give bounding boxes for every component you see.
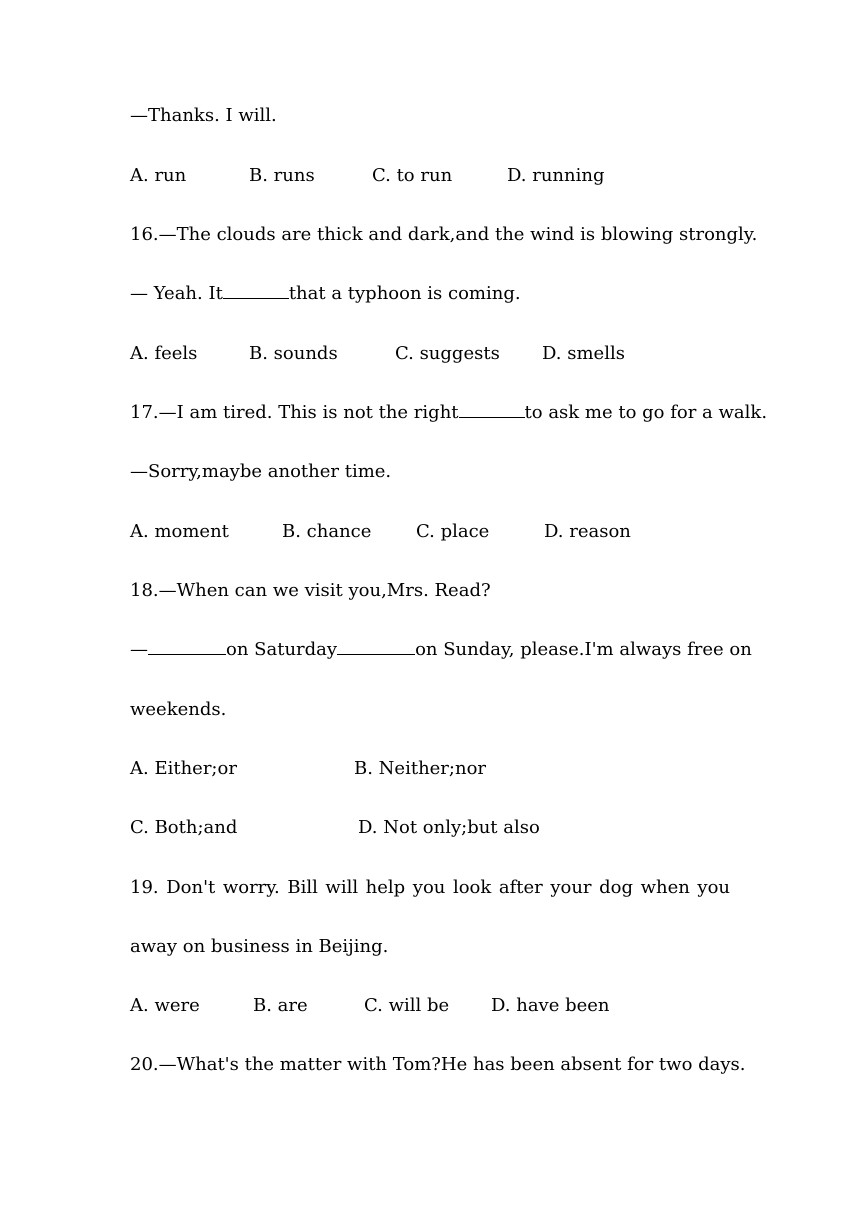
option-c: C. place: [416, 521, 490, 542]
question-17-reply: —Sorry,maybe another time.: [130, 461, 392, 482]
option-c: C. suggests: [395, 343, 500, 364]
options-q16: [130, 342, 730, 366]
option-a: A. feels: [130, 343, 198, 364]
question-suffix: to ask me to go for a walk.: [524, 402, 768, 423]
option-b: B. runs: [249, 165, 315, 186]
reply-suffix: that a typhoon is coming.: [288, 283, 521, 304]
option-c: C. will be: [364, 995, 450, 1016]
answer-blank: [459, 401, 525, 418]
option-d: D. running: [507, 165, 605, 186]
option-a: A. Either;or: [130, 758, 237, 779]
reply-middle: on Saturday: [226, 639, 338, 660]
answer-line: —Thanks. I will.: [130, 105, 277, 126]
option-b: B. Neither;nor: [354, 758, 487, 779]
answer-blank: [223, 282, 289, 299]
option-a: A. were: [130, 995, 200, 1016]
option-b: B. are: [253, 995, 308, 1016]
option-a: A. run: [130, 165, 187, 186]
question-18: 18.—When can we visit you,Mrs. Read?: [130, 580, 491, 601]
option-b: B. sounds: [249, 343, 338, 364]
option-b: B. chance: [282, 521, 372, 542]
option-d: D. Not only;but also: [358, 817, 540, 838]
option-a: A. moment: [130, 521, 229, 542]
answer-blank: [337, 638, 415, 655]
options-q19: [130, 994, 730, 1018]
question-16: 16.—The clouds are thick and dark,and the wind is blowing strongly.: [130, 224, 758, 245]
question-17: [130, 401, 767, 425]
option-c: C. to run: [372, 165, 453, 186]
options-q18-row2: [130, 816, 730, 840]
option-d: D. reason: [544, 521, 631, 542]
reply-suffix: on Sunday, please.I'm always free on: [415, 639, 752, 660]
reply-prefix: — Yeah. It: [130, 283, 223, 304]
question-18-reply-continued: weekends.: [130, 699, 227, 720]
options-q18-row1: [130, 757, 730, 781]
option-d: D. smells: [542, 343, 625, 364]
question-18-reply: [130, 638, 752, 662]
option-c: C. Both;and: [130, 817, 238, 838]
question-prefix: 17.—I am tired. This is not the right: [130, 402, 459, 423]
options-q15: [130, 164, 730, 188]
options-q17: [130, 520, 730, 544]
reply-prefix: —: [130, 639, 148, 660]
question-16-reply: [130, 282, 521, 306]
question-19-continued: away on business in Beijing.: [130, 936, 389, 957]
answer-blank: [148, 638, 226, 655]
question-19: 19. Don't worry. Bill will help you look after your dog when you: [130, 877, 730, 898]
option-d: D. have been: [491, 995, 610, 1016]
question-20: 20.—What's the matter with Tom?He has been absent for two days.: [130, 1054, 746, 1075]
